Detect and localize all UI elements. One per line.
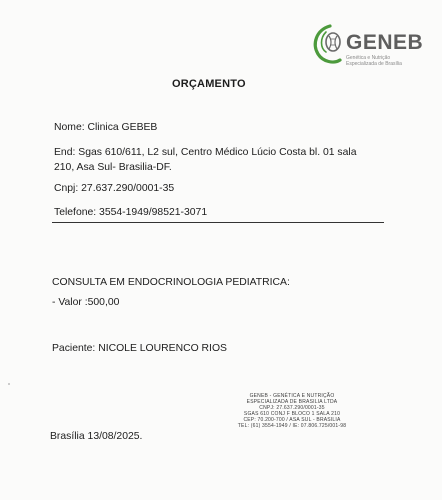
logo-tagline-line-2: Especializada de Brasília (346, 61, 402, 67)
stamp-line: CNPJ: 27.637.290/0001-35 (259, 405, 325, 412)
clinic-address-line-2: 210, Asa Sul- Brasilia-DF. (54, 162, 172, 173)
clinic-address-line-1: End: Sgas 610/611, L2 sul, Centro Médico Lúcio Costa bl. 01 sala (54, 147, 357, 158)
clinic-phone: Telefone: 3554-1949/98521-3071 (54, 207, 208, 218)
logo-tagline-line-1: Genética e Nutrição (346, 55, 391, 61)
scan-speck (8, 383, 10, 385)
stamp-line: TEL: (61) 3554-1949 / IE: 07.806.725/001-98 (237, 423, 347, 430)
stamp-line: SGAS 610 CONJ F BLOCO 1 SALA 210 (243, 411, 341, 418)
stamp-line: GENEB - GENÉTICA E NUTRIÇÃO (249, 393, 335, 399)
document-title: ORÇAMENTO (172, 78, 246, 90)
patient-name: Paciente: NICOLE LOURENCO RIOS (52, 343, 227, 354)
service-value: - Valor :500,00 (52, 297, 120, 308)
divider-line (52, 222, 384, 223)
logo-tagline (346, 55, 426, 67)
clinic-cnpj: Cnpj: 27.637.290/0001-35 (54, 183, 175, 194)
stamp-line: CEP: 70.200-700 / ASA SUL - BRASILIA (243, 417, 341, 424)
service-description: CONSULTA EM ENDOCRINOLOGIA PEDIATRICA: (52, 277, 290, 288)
logo-wordmark: GENEB (346, 31, 424, 54)
company-stamp (222, 393, 362, 430)
clinic-name: Nome: Clinica GEBEB (54, 122, 158, 133)
stamp-line: ESPECIALIZADA DE BRASILIA LTDA (246, 399, 338, 406)
issue-date: Brasília 13/08/2025. (50, 431, 143, 442)
